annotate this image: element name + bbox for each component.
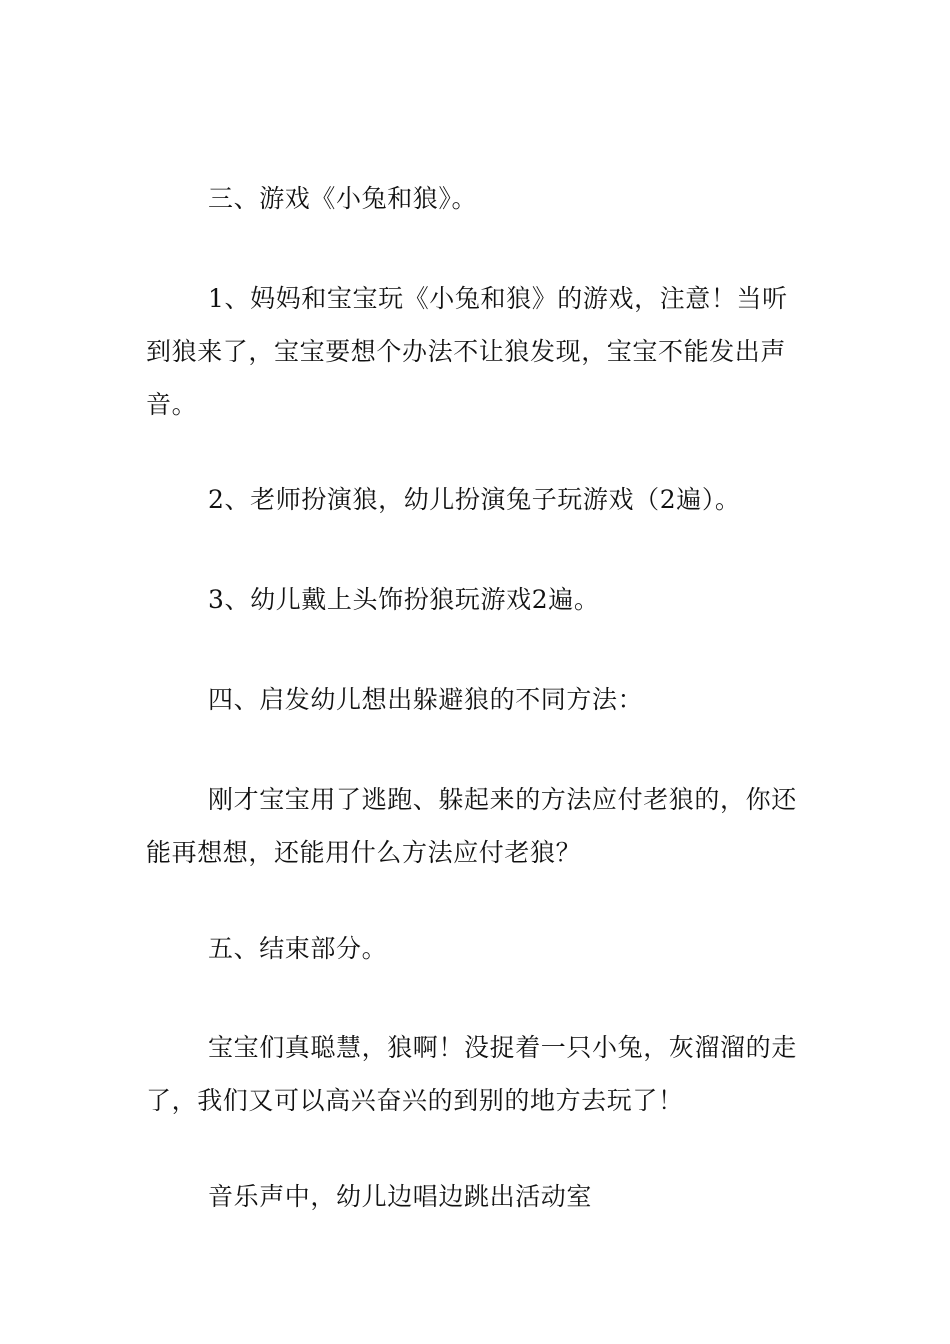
text-line: 宝宝们真聪慧，狼啊！没捉着一只小兔，灰溜溜的走 bbox=[208, 1033, 797, 1062]
paragraph-methods-question bbox=[146, 773, 808, 879]
section-heading-methods bbox=[146, 673, 808, 726]
text-line: 到狼来了，宝宝要想个办法不让狼发现，宝宝不能发出声 bbox=[146, 337, 787, 366]
text-line: 刚才宝宝用了逃跑、躲起来的方法应付老狼的，你还 bbox=[208, 785, 797, 814]
paragraph-game-step-1 bbox=[146, 272, 808, 431]
text-line: 四、启发幼儿想出躲避狼的不同方法： bbox=[208, 685, 644, 714]
text-line: 音。 bbox=[146, 390, 198, 419]
paragraph-game-step-2 bbox=[146, 473, 808, 526]
text-line: 音乐声中，幼儿边唱边跳出活动室 bbox=[208, 1182, 593, 1211]
text-line: 1、妈妈和宝宝玩《小兔和狼》的游戏，注意！当听 bbox=[208, 284, 788, 313]
text-line: 能再想想，还能用什么方法应付老狼？ bbox=[146, 838, 582, 867]
text-line: 五、结束部分。 bbox=[208, 934, 388, 963]
paragraph-game-step-3 bbox=[146, 573, 808, 626]
section-heading-ending bbox=[146, 922, 808, 975]
text-line: 了，我们又可以高兴奋兴的到别的地方去玩了！ bbox=[146, 1086, 684, 1115]
text-line: 三、游戏《小兔和狼》。 bbox=[208, 184, 478, 213]
text-line: 3、幼儿戴上头饰扮狼玩游戏2遍。 bbox=[208, 585, 600, 614]
text-line: 2、老师扮演狼，幼儿扮演兔子玩游戏（2遍）。 bbox=[208, 485, 741, 514]
paragraph-ending-music bbox=[146, 1170, 808, 1223]
paragraph-ending-praise bbox=[146, 1021, 808, 1127]
section-heading-game bbox=[146, 172, 808, 225]
